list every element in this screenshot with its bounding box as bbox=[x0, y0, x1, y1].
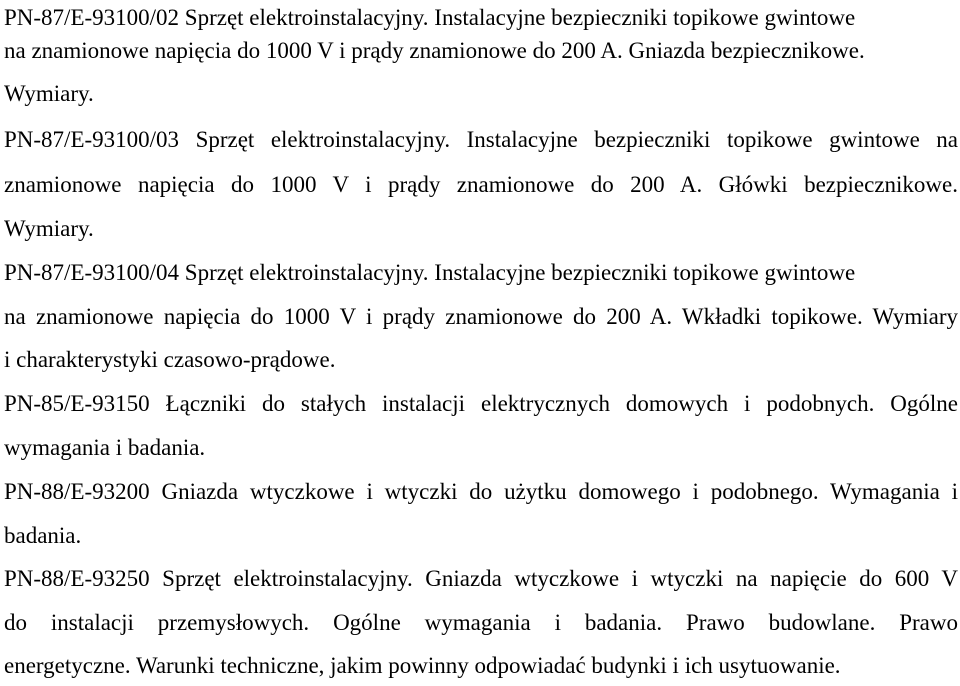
text-line-12: PN-88/E-93200 Gniazda wtyczkowe i wtyczki do użytku domowego i podobnego. Wymagania i bbox=[4, 479, 958, 504]
text-line-9: i charakterystyki czasowo-prądowe. bbox=[4, 347, 336, 372]
text-line-8: na znamionowe napięcia do 1000 V i prądy znamionowe do 200 A. Wkładki topikowe. Wymiary bbox=[4, 304, 958, 329]
text-line-15: do instalacji przemysłowych. Ogólne wymagania i badania. Prawo budowlane. Prawo bbox=[4, 610, 958, 635]
text-line-6: Wymiary. bbox=[4, 216, 94, 241]
text-line-4: PN-87/E-93100/03 Sprzęt elektroinstalacyjny. Instalacyjne bezpieczniki topikowe gwintowe na bbox=[4, 127, 958, 152]
text-line-3: Wymiary. bbox=[4, 81, 94, 106]
text-line-14: PN-88/E-93250 Sprzęt elektroinstalacyjny. Gniazda wtyczkowe i wtyczki na napięcie do 600 V bbox=[4, 566, 958, 591]
text-line-1: PN-87/E-93100/02 Sprzęt elektroinstalacyjny. Instalacyjne bezpieczniki topikowe gwintowe bbox=[4, 5, 856, 30]
text-line-13: badania. bbox=[4, 523, 82, 548]
text-line-7: PN-87/E-93100/04 Sprzęt elektroinstalacyjny. Instalacyjne bezpieczniki topikowe gwintowe bbox=[4, 260, 856, 285]
text-line-2: na znamionowe napięcia do 1000 V i prądy znamionowe do 200 A. Gniazda bezpiecznikowe. bbox=[4, 38, 865, 63]
text-line-10: PN-85/E-93150 Łączniki do stałych instalacji elektrycznych domowych i podobnych. Ogólne bbox=[4, 391, 958, 416]
text-line-11: wymagania i badania. bbox=[4, 435, 206, 460]
text-line-16: energetyczne. Warunki techniczne, jakim powinny odpowiadać budynki i ich usytuowanie. bbox=[4, 653, 841, 678]
text-line-5: znamionowe napięcia do 1000 V i prądy znamionowe do 200 A. Główki bezpiecznikowe. bbox=[4, 172, 958, 197]
